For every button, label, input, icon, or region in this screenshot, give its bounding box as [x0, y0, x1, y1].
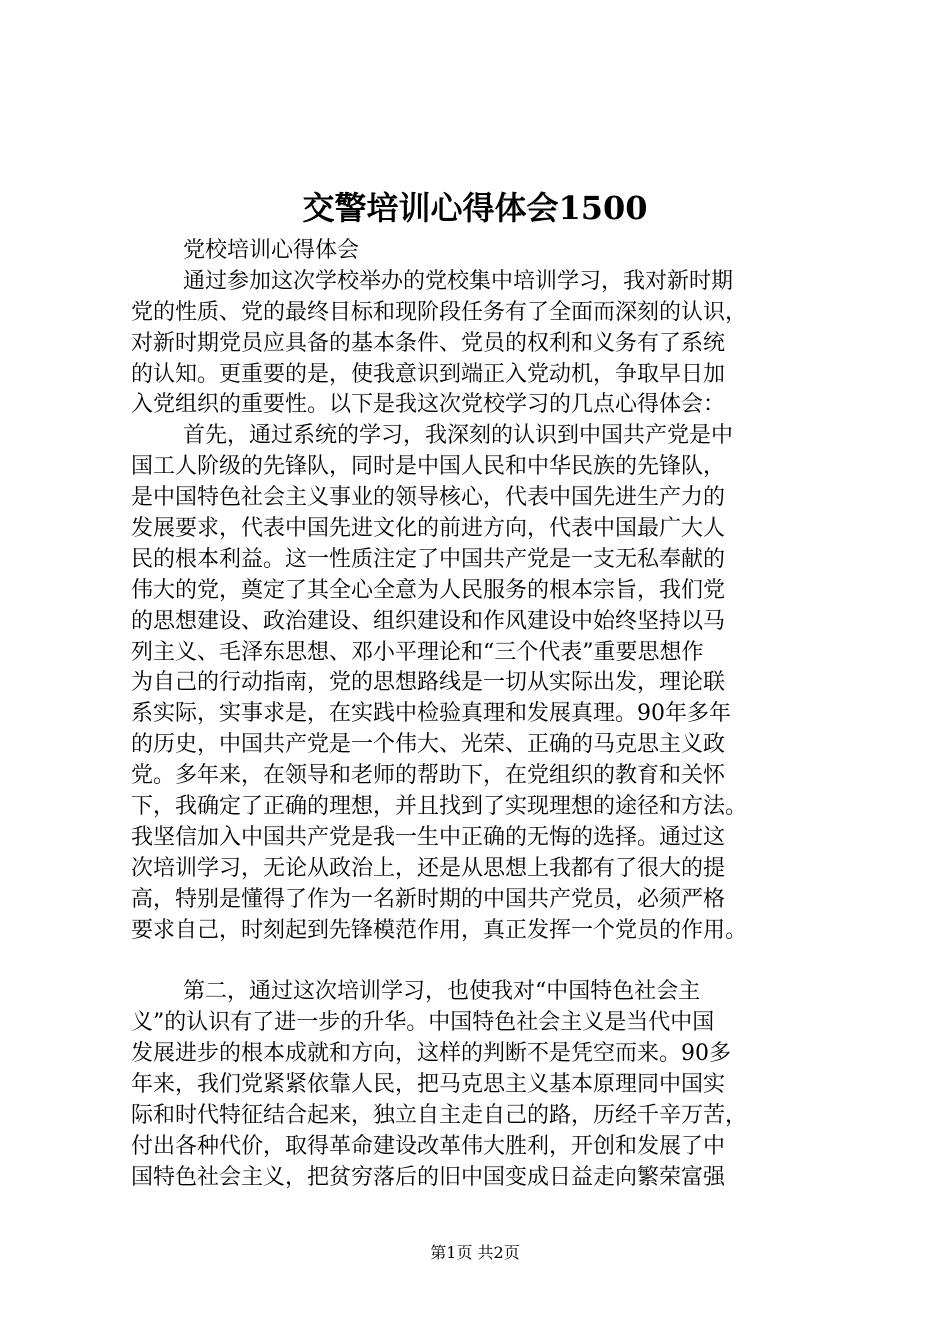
paragraph-line: 通过参加这次学校举办的党校集中培训学习，我对新时期	[183, 268, 734, 294]
paragraph-line: 为自己的行动指南，党的思想路线是一切从实际出发，理论联	[131, 670, 726, 696]
paragraph-1	[131, 267, 831, 421]
paragraph-line: 要求自己，时刻起到先锋模范作用，真正发挥一个党员的作用。	[131, 917, 748, 943]
paragraph-2	[131, 421, 831, 946]
paragraph-line: 高，特别是懂得了作为一名新时期的中国共产党员，必须严格	[131, 886, 726, 912]
paragraph-line: 对新时期党员应具备的基本条件、党员的权利和义务有了系统	[131, 330, 726, 356]
paragraph-line: 义”的认识有了进一步的升华。中国特色社会主义是当代中国	[131, 1010, 715, 1036]
paragraph-line: 第二，通过这次培训学习，也使我对“中国特色社会主	[183, 979, 701, 1005]
paragraph-line: 我坚信加入中国共产党是我一生中正确的无悔的选择。通过这	[131, 824, 726, 850]
document-body	[131, 236, 831, 1194]
page-footer: 第1页 共2页	[430, 1243, 520, 1262]
paragraph-line: 次培训学习，无论从政治上，还是从思想上我都有了很大的提	[131, 855, 726, 881]
paragraph-3	[131, 977, 831, 1193]
paragraph-line: 付出各种代价，取得革命建设改革伟大胜利，开创和发展了中	[131, 1133, 726, 1159]
paragraph-line: 发展进步的根本成就和方向，这样的判断不是凭空而来。90多	[131, 1041, 731, 1067]
paragraph-line: 国特色社会主义，把贫穷落后的旧中国变成日益走向繁荣富强	[131, 1164, 726, 1190]
paragraph-gap	[131, 946, 831, 977]
paragraph-line: 下，我确定了正确的理想，并且找到了实现理想的途径和方法。	[131, 794, 748, 820]
document-subtitle: 党校培训心得体会	[183, 238, 360, 263]
document-title: 交警培训心得体会1500	[302, 189, 648, 227]
paragraph-line: 是中国特色社会主义事业的领导核心，代表中国先进生产力的	[131, 485, 726, 511]
paragraph-line: 的认知。更重要的是，使我意识到端正入党动机，争取早日加	[131, 361, 726, 387]
paragraph-line: 列主义、毛泽东思想、邓小平理论和“三个代表”重要思想作	[131, 639, 704, 665]
paragraph-line: 党。多年来，在领导和老师的帮助下，在党组织的教育和关怀	[131, 763, 726, 789]
paragraph-line: 伟大的党，奠定了其全心全意为人民服务的根本宗旨，我们党	[131, 577, 726, 603]
paragraph-line: 的思想建设、政治建设、组织建设和作风建设中始终坚持以马	[131, 608, 726, 634]
paragraph-line: 年来，我们党紧紧依靠人民，把马克思主义基本原理同中国实	[131, 1072, 726, 1098]
paragraph-line: 入党组织的重要性。以下是我这次党校学习的几点心得体会：	[131, 392, 726, 418]
paragraph-line: 系实际，实事求是，在实践中检验真理和发展真理。90年多年	[131, 701, 731, 727]
paragraph-line: 党的性质、党的最终目标和现阶段任务有了全面而深刻的认识，	[131, 299, 748, 325]
paragraph-line: 的历史，中国共产党是一个伟大、光荣、正确的马克思主义政	[131, 732, 726, 758]
paragraph-line: 发展要求，代表中国先进文化的前进方向，代表中国最广大人	[131, 516, 726, 542]
paragraph-line: 首先，通过系统的学习，我深刻的认识到中国共产党是中	[183, 423, 734, 449]
paragraph-line: 民的根本利益。这一性质注定了中国共产党是一支无私奉献的	[131, 546, 726, 572]
paragraph-line: 国工人阶级的先锋队，同时是中国人民和中华民族的先锋队，	[131, 454, 726, 480]
paragraph-line: 际和时代特征结合起来，独立自主走自己的路，历经千辛万苦，	[131, 1103, 748, 1129]
